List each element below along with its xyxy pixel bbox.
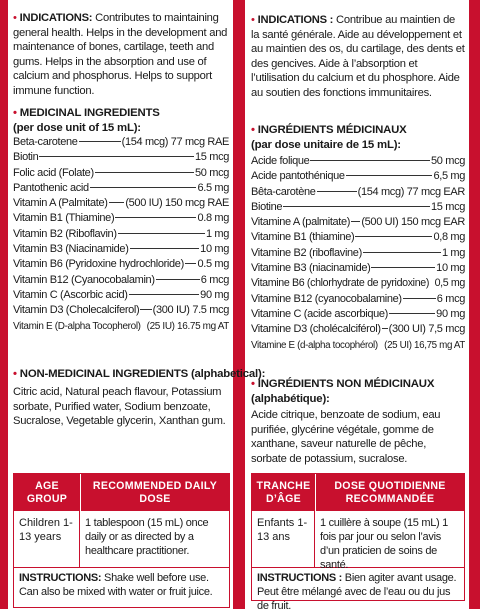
indications-text-fr: Contribue au maintien de la santé générale. Aide au développement et au maintien des os, du cartilage, des dents et des gencives. Aide à l’absorption et l’utilisation du calcium et du phosphore. Aide au soutien des fonctions immunitaires.: [251, 14, 465, 99]
non-medicinal-ingredients-title: [13, 367, 265, 381]
medicinal-ingredients-subtitle-fr: (par dose unitaire de 15 mL):: [251, 139, 401, 151]
non-medicinal-ingredients-text-fr: Acide citrique, benzoate de sodium, eau purifiée, glycérine végétale, gomme de xanthane, saveur naturelle de pêche, sorbate de potassium, sucralose.: [251, 409, 441, 465]
ingredient-name: Pantothenic acid: [13, 181, 89, 194]
left-red-stripe: [0, 0, 8, 609]
ingredient-name: Vitamin E (D-alpha Tocopherol): [13, 320, 141, 332]
ingredient-row: [251, 276, 465, 291]
dotted-leader-line: [389, 313, 435, 314]
dotted-leader-line: [346, 175, 433, 176]
dotted-leader-line: [283, 206, 430, 207]
ingredient-name: Vitamin D3 (Cholecalciferol): [13, 304, 140, 317]
ingredient-amount: (300 UI) 7,5 mcg: [388, 323, 465, 336]
dose-table: [13, 473, 230, 608]
bullet-icon: •: [251, 14, 255, 26]
ingredient-row: [13, 273, 229, 288]
ingredient-amount: (500 IU) 150 mcg RAE: [125, 197, 229, 210]
ingredient-amount: 0,8 mg: [433, 231, 465, 244]
dotted-leader-line: [95, 172, 194, 173]
ingredient-row: [251, 322, 465, 337]
age-group-header-fr: TRANCHE D’ÂGE: [252, 474, 316, 511]
ingredient-row: [13, 257, 229, 272]
ingredient-amount: 1 mg: [205, 227, 229, 240]
ingredient-amount: 1 mg: [441, 246, 465, 259]
ingredient-amount: (25 UI) 16,75 mg AT: [384, 339, 465, 351]
bullet-icon: •: [13, 107, 17, 119]
instructions-label-fr: INSTRUCTIONS :: [257, 572, 343, 584]
ingredient-amount: (154 mcg) 77 mcg RAE: [121, 136, 229, 148]
indications-label: INDICATIONS:: [19, 12, 93, 24]
ingredient-row: [13, 211, 229, 226]
dotted-leader-line: [355, 236, 432, 237]
ingredient-amount: (300 IU) 7.5 mcg: [152, 304, 229, 317]
ingredient-row: [13, 303, 229, 318]
ingredient-amount: 0,5 mg: [434, 277, 465, 290]
ingredient-row: [13, 319, 229, 334]
recommended-dose-header: RECOMMENDED DAILY DOSE: [92, 479, 218, 505]
ingredient-name: Vitamine C (acide ascorbique): [251, 307, 388, 320]
bullet-icon: •: [251, 124, 255, 136]
age-group-cell: Children 1-13 years: [14, 511, 80, 567]
ingredient-name: Vitamin A (Palmitate): [13, 197, 108, 210]
ingredient-row: [251, 246, 465, 261]
ingredient-name: Biotine: [251, 200, 283, 213]
dotted-leader-line: [90, 187, 197, 188]
dotted-leader-line: [185, 263, 197, 264]
ingredient-name: Vitamine B2 (riboflavine): [251, 246, 362, 259]
dotted-leader-line: [371, 267, 435, 268]
ingredient-row: [13, 196, 229, 211]
ingredient-name: Biotin: [13, 151, 39, 164]
ingredient-row: [13, 135, 229, 150]
indications-paragraph-fr: [251, 13, 465, 100]
recommended-dose-header-fr: DOSE QUOTIDIENNE RECOMMANDÉE: [334, 479, 446, 505]
ingredient-name: Vitamine E (d-alpha tocophérol): [251, 339, 378, 351]
ingredient-row: [251, 215, 465, 230]
ingredient-name: Vitamin B6 (Pyridoxine hydrochloride): [13, 258, 184, 271]
dotted-leader-line: [156, 279, 200, 280]
indications-text: Contributes to maintaining general health. Helps in the development and maintenance of bones, cartilage, teeth and gums. Helps in the absorption and use of calcium and phosphorus. Helps to support immune function.: [13, 12, 228, 97]
ingredient-name: Vitamine B12 (cyanocobalamine): [251, 292, 402, 305]
instructions-label: INSTRUCTIONS:: [19, 572, 102, 584]
ingredient-amount: 10 mg: [436, 262, 465, 275]
ingredient-amount: 50 mcg: [195, 166, 229, 179]
indications-paragraph: [13, 11, 230, 98]
dotted-leader-line: [39, 156, 194, 157]
bullet-icon: •: [251, 378, 255, 390]
dotted-leader-line: [118, 233, 205, 234]
ingredient-row: [251, 169, 465, 184]
ingredient-amount: 0.5 mg: [197, 258, 229, 271]
non-medicinal-ingredients-text: Citric acid, Natural peach flavour, Potassium sorbate, Purified water, Sodium benzoate, Sucralose, Vegetable glycerin, Xanthan gum.: [13, 386, 226, 427]
ingredient-name: Acide folique: [251, 155, 310, 167]
ingredient-amount: 10 mg: [200, 243, 229, 256]
non-medicinal-title-text: NON-MEDICINAL INGREDIENTS (alphabetical):: [19, 368, 266, 380]
dotted-leader-line: [310, 160, 430, 161]
medicinal-ingredients-list: [13, 135, 229, 334]
dotted-leader-line: [317, 191, 357, 192]
ingredient-row: [251, 307, 465, 322]
dose-table-header-fr: [252, 474, 464, 511]
dotted-leader-line: [382, 328, 388, 329]
ingredient-amount: (154 mcg) 77 mcg EAR: [357, 185, 465, 198]
ingredient-amount: (500 UI) 150 mcg EAR: [361, 216, 465, 229]
non-medicinal-ingredients-title-fr: [251, 377, 434, 391]
ingredient-row: [251, 261, 465, 276]
ingredient-name: Bêta-carotène: [251, 185, 316, 198]
ingredient-row: [251, 200, 465, 215]
dose-table-row: [14, 511, 229, 568]
ingredient-name: Vitamine A (palmitate): [251, 216, 351, 229]
ingredient-name: Vitamine B6 (chlorhydrate de pyridoxine): [251, 277, 430, 290]
ingredient-amount: 6,5 mg: [433, 170, 465, 183]
dotted-leader-line: [130, 248, 200, 249]
medicinal-ingredients-title: [13, 106, 160, 120]
indications-label-fr: INDICATIONS :: [257, 14, 334, 26]
ingredient-row: [251, 338, 465, 353]
instructions-text: [14, 568, 229, 602]
ingredient-row: [13, 150, 229, 165]
ingredient-row: [251, 292, 465, 307]
dotted-leader-line: [115, 217, 196, 218]
age-group-cell-fr: Enfants 1-13 ans: [252, 511, 315, 567]
ingredient-row: [13, 181, 229, 196]
medicinal-title-text-fr: INGRÉDIENTS MÉDICINAUX: [257, 124, 407, 136]
age-group-header: AGE GROUP: [14, 474, 81, 511]
medicinal-ingredients-subtitle: (per dose unit of 15 mL):: [13, 122, 141, 134]
ingredient-amount: 90 mg: [436, 307, 465, 320]
medicinal-title-text: MEDICINAL INGREDIENTS: [19, 107, 160, 119]
ingredient-row: [13, 227, 229, 242]
ingredient-name: Vitamine B1 (thiamine): [251, 231, 355, 244]
non-medicinal-title-text-fr: INGRÉDIENTS NON MÉDICINAUX: [257, 378, 435, 390]
ingredient-name: Vitamine D3 (cholécalciférol): [251, 323, 381, 336]
non-medicinal-ingredients-subtitle-fr: (alphabétique):: [251, 393, 330, 405]
medicinal-ingredients-list-fr: [251, 154, 465, 353]
ingredient-name: Vitamin C (Ascorbic acid): [13, 288, 128, 301]
dotted-leader-line: [403, 298, 436, 299]
medicinal-ingredients-title-fr: [251, 123, 407, 137]
ingredient-amount: (25 IU) 16.75 mg AT: [146, 320, 229, 332]
dose-table-header: [14, 474, 229, 511]
ingredient-row: [251, 185, 465, 200]
ingredient-amount: 0.8 mg: [197, 212, 229, 225]
ingredient-amount: 6.5 mg: [197, 181, 229, 194]
ingredient-name: Beta-carotene: [13, 136, 78, 148]
ingredient-name: Acide pantothénique: [251, 170, 345, 183]
ingredient-name: Vitamin B1 (Thiamine): [13, 212, 115, 225]
ingredient-row: [251, 230, 465, 245]
ingredient-row: [251, 154, 465, 169]
ingredient-amount: 15 mcg: [195, 151, 229, 164]
dotted-leader-line: [109, 202, 125, 203]
instructions-body: Shake well before use. Can also be mixed with water or fruit juice.: [19, 572, 213, 598]
dotted-leader-line: [363, 252, 441, 253]
ingredient-amount: 50 mcg: [431, 155, 465, 167]
ingredient-name: Folic acid (Folate): [13, 166, 94, 179]
dose-cell-fr: 1 cuillère à soupe (15 mL) 1 fois par jour ou selon l’avis d’un praticien de soins de santé.: [320, 517, 448, 571]
ingredient-name: Vitamine B3 (niacinamide): [251, 262, 371, 275]
center-red-stripe: [233, 0, 245, 609]
instructions-body-fr: Bien agiter avant usage. Peut être mélangé avec de l’eau ou du jus de fruit.: [257, 572, 457, 612]
right-red-stripe: [469, 0, 480, 609]
ingredient-amount: 90 mg: [200, 288, 229, 301]
ingredient-name: Vitamin B12 (Cyanocobalamin): [13, 273, 155, 286]
ingredient-name: Vitamin B3 (Niacinamide): [13, 243, 129, 256]
bullet-icon: •: [13, 368, 17, 380]
ingredient-row: [13, 242, 229, 257]
dotted-leader-line: [79, 141, 121, 142]
ingredient-amount: 15 mcg: [431, 200, 465, 213]
ingredient-amount: 6 mcg: [436, 292, 465, 305]
ingredient-name: Vitamin B2 (Riboflavin): [13, 227, 117, 240]
dotted-leader-line: [140, 309, 151, 310]
ingredient-row: [13, 166, 229, 181]
ingredient-amount: 6 mcg: [200, 273, 229, 286]
ingredient-row: [13, 288, 229, 303]
dose-cell: 1 tablespoon (15 mL) once daily or as directed by a healthcare practitioner.: [85, 517, 209, 557]
dotted-leader-line: [129, 294, 200, 295]
dotted-leader-line: [351, 221, 360, 222]
bullet-icon: •: [13, 12, 17, 24]
dose-table-fr: [251, 473, 465, 612]
dose-table-row-fr: [252, 511, 464, 571]
